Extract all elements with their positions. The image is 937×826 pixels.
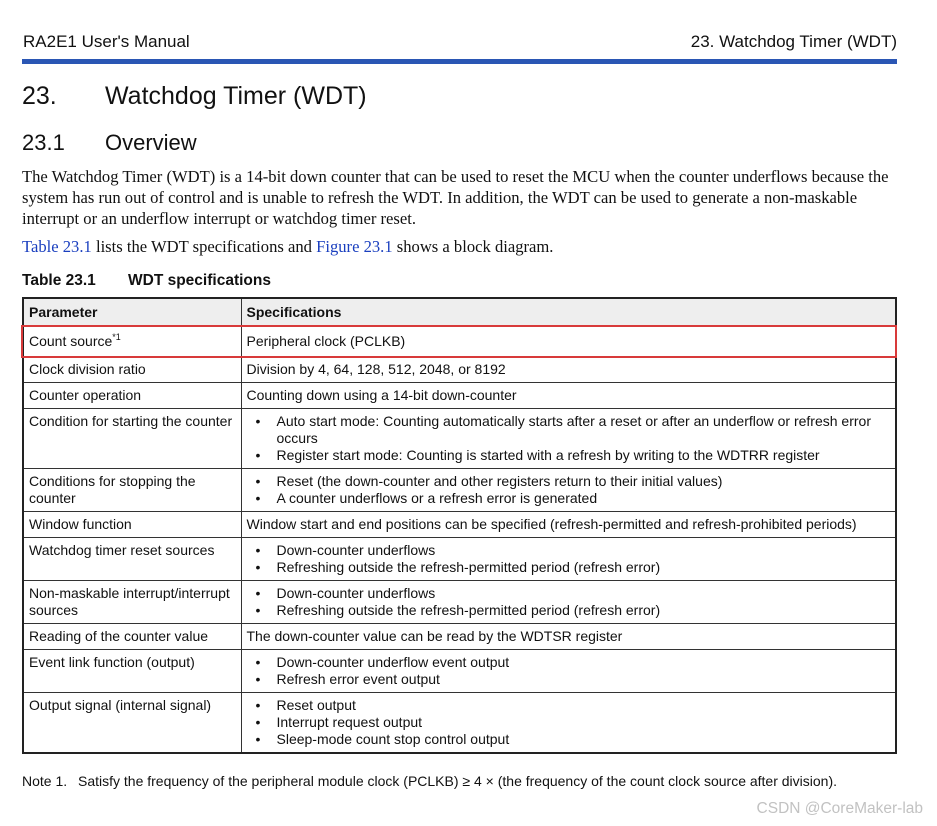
param-text: Count source bbox=[29, 332, 113, 349]
table-row bbox=[23, 408, 896, 468]
spec-cell: Window start and end positions can be specified (refresh-permitted and refresh-prohibited periods) bbox=[241, 511, 896, 537]
bullet-item: • Down-counter underflows bbox=[247, 585, 891, 602]
section-title: Overview bbox=[105, 130, 197, 155]
chapter-title: Watchdog Timer (WDT) bbox=[105, 82, 367, 110]
bullet-item: • Register start mode: Counting is started with a refresh by writing to the WDTRR register bbox=[247, 447, 891, 464]
bullet-item: • Reset output bbox=[247, 697, 891, 714]
spec-cell bbox=[241, 649, 896, 692]
table-row bbox=[23, 649, 896, 692]
param-cell: Event link function (output) bbox=[23, 649, 241, 692]
reference-paragraph bbox=[22, 236, 902, 257]
section-number: 23.1 bbox=[22, 130, 65, 155]
table-row bbox=[23, 623, 896, 649]
param-cell: Clock division ratio bbox=[23, 356, 241, 382]
table-row bbox=[23, 382, 896, 408]
reference-text-1: lists the WDT specifications and bbox=[91, 237, 317, 256]
table-note bbox=[22, 773, 837, 789]
bullet-item: • Sleep-mode count stop control output bbox=[247, 731, 891, 748]
bullet-item: • Auto start mode: Counting automatically starts after a reset or after an underflow or refresh error occurs bbox=[247, 413, 891, 447]
section-heading bbox=[22, 130, 197, 156]
overview-paragraph: The Watchdog Timer (WDT) is a 14-bit down counter that can be used to reset the MCU when the counter underflows because the system has run out of control and is unable to refresh the WDT. In addition, the WDT can be used to generate a non-maskable interrupt or an underflow interrupt or watchdog timer reset. bbox=[22, 167, 889, 228]
spec-cell bbox=[241, 408, 896, 468]
reference-text-2: shows a block diagram. bbox=[392, 237, 554, 256]
param-cell: Output signal (internal signal) bbox=[23, 692, 241, 753]
param-cell: Window function bbox=[23, 511, 241, 537]
bullet-item: • Refresh error event output bbox=[247, 671, 891, 688]
spec-cell bbox=[241, 537, 896, 580]
bullet-item: • Down-counter underflows bbox=[247, 542, 891, 559]
wdt-specifications-table bbox=[22, 297, 897, 754]
watermark: CSDN @CoreMaker-lab bbox=[756, 800, 923, 817]
table-row bbox=[23, 326, 896, 356]
bullet-item: • Reset (the down-counter and other registers return to their initial values) bbox=[247, 473, 891, 490]
param-cell: Condition for starting the counter bbox=[23, 408, 241, 468]
spec-cell: Counting down using a 14-bit down-counter bbox=[241, 382, 896, 408]
chapter-number: 23. bbox=[22, 82, 57, 110]
table-row bbox=[23, 537, 896, 580]
footnote-marker: *1 bbox=[112, 331, 121, 342]
spec-cell: Peripheral clock (PCLKB) bbox=[241, 326, 896, 356]
param-cell: Conditions for stopping the counter bbox=[23, 468, 241, 511]
chapter-heading bbox=[22, 82, 367, 111]
table-row bbox=[23, 692, 896, 753]
bullet-item: • Refreshing outside the refresh-permitted period (refresh error) bbox=[247, 602, 891, 619]
spec-cell bbox=[241, 468, 896, 511]
spec-cell: Division by 4, 64, 128, 512, 2048, or 8192 bbox=[241, 356, 896, 382]
table-row bbox=[23, 580, 896, 623]
bullet-item: • Interrupt request output bbox=[247, 714, 891, 731]
spec-cell bbox=[241, 692, 896, 753]
table-row bbox=[23, 468, 896, 511]
note-label: Note 1. bbox=[22, 773, 68, 789]
param-cell bbox=[23, 326, 241, 356]
table-title: WDT specifications bbox=[128, 272, 271, 289]
table-number: Table 23.1 bbox=[22, 272, 96, 289]
bullet-item: • Down-counter underflow event output bbox=[247, 654, 891, 671]
table-23-1-link[interactable]: Table 23.1 bbox=[22, 237, 92, 256]
figure-23-1-link[interactable]: Figure 23.1 bbox=[316, 237, 393, 256]
spec-cell: The down-counter value can be read by the WDTSR register bbox=[241, 623, 896, 649]
manual-title: RA2E1 User's Manual bbox=[23, 32, 190, 51]
header-rule bbox=[22, 59, 897, 64]
bullet-item: • A counter underflows or a refresh error is generated bbox=[247, 490, 891, 507]
table-row bbox=[23, 511, 896, 537]
chapter-reference: 23. Watchdog Timer (WDT) bbox=[690, 32, 897, 51]
spec-cell bbox=[241, 580, 896, 623]
table-row bbox=[23, 356, 896, 382]
table-caption bbox=[22, 272, 271, 290]
param-cell: Counter operation bbox=[23, 382, 241, 408]
column-header-specifications: Specifications bbox=[241, 298, 896, 326]
table-header-row bbox=[23, 298, 896, 326]
note-text: Satisfy the frequency of the peripheral module clock (PCLKB) ≥ 4 × (the frequency of the count clock source after division). bbox=[78, 773, 838, 789]
bullet-item: • Refreshing outside the refresh-permitted period (refresh error) bbox=[247, 559, 891, 576]
column-header-parameter: Parameter bbox=[23, 298, 241, 326]
param-cell: Watchdog timer reset sources bbox=[23, 537, 241, 580]
param-cell: Non-maskable interrupt/interrupt sources bbox=[23, 580, 241, 623]
param-cell: Reading of the counter value bbox=[23, 623, 241, 649]
